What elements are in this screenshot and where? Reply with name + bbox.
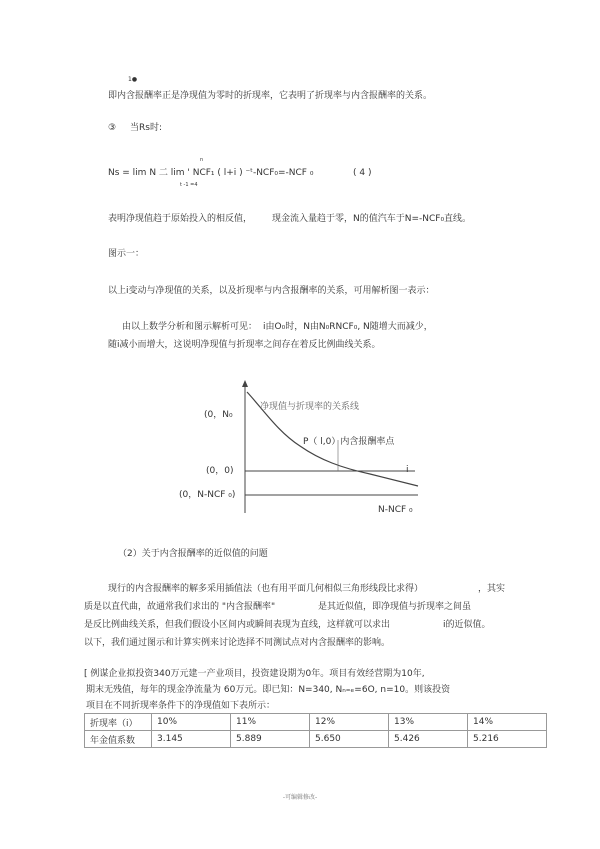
curve-label: 净现值与折现率的关系线: [260, 402, 360, 412]
table-cell: 14%: [468, 714, 547, 731]
formula-equation-number: ( 4 ): [353, 168, 372, 178]
figure-title: 图示一：: [108, 249, 145, 259]
table-cell: 5.650: [310, 731, 389, 748]
table-cell: 13%: [389, 714, 468, 731]
formula-subscript-right: t -1 =4: [180, 182, 198, 188]
formula-subscript-left: ⠀: [147, 182, 151, 188]
section-heading: （2）关于内含报酬率的近似值的问题: [118, 549, 268, 559]
case-heading: 当Rs时:: [130, 123, 162, 133]
para-line-1b: ，其实: [478, 584, 506, 594]
line-explanation-a: 表明净现值趋于原始投入的相反值，: [108, 214, 253, 224]
y-label-n0: (0，N₀: [204, 410, 233, 420]
para-line-3a: 是反比例曲线关系，但我们假设小区间内或瞬间表现为直线，这样就可以求出: [84, 620, 391, 630]
para-line-3b: i的近似值。: [443, 620, 491, 630]
npv-discount-rate-graph: [170, 378, 430, 518]
para-line-1a: 现行的内含报酬率的解多采用插值法（也有用平面几何相似三角形线段比求得）: [108, 584, 424, 594]
table-cell: 5.216: [468, 731, 547, 748]
x-axis-label: i: [406, 465, 409, 475]
asymptote-label: N-NCF ₀: [378, 505, 413, 515]
example-line-3: 项目在不同折现率条件下的净现值如下表所示：: [86, 701, 276, 711]
line-irr-definition: 即内含报酬率正是净现值为零时的折现率，它表明了折现率与内含报酬率的关系。: [108, 91, 433, 101]
table-cell: 11%: [231, 714, 310, 731]
y-label-origin: (0，0): [206, 466, 234, 476]
line-analysis-a: 由以上数学分析和图示解析可见：: [122, 322, 258, 332]
para-line-4: 以下，我们通过图示和计算实例来讨论选择不同测试点对内含报酬率的影响。: [84, 638, 391, 648]
formula-superscript: n: [200, 157, 204, 163]
table-row-label: 年金值系数: [85, 731, 152, 748]
line-analysis-c: 随i减小而增大，这说明净现值与折现率之间存在着反比例曲线关系。: [108, 340, 381, 350]
y-label-negative: (0，N-NCF ₀): [179, 490, 236, 500]
table-row: [85, 731, 547, 748]
para-line-2a: 质是以直代曲，故通常我们求出的 "内含报酬率": [84, 602, 276, 612]
example-line-2: 期末无残值，每年的现金净流量为 60万元。即已知：N=340, Nₙ₌ₑ=6O, n=10。则该投资: [86, 685, 451, 695]
table-row-label: 折现率（i）: [85, 714, 152, 731]
table-cell: 5.426: [389, 731, 468, 748]
line-analysis-b: i由O₀时，N由N₀RNCF₀, N随增大而减少，: [263, 322, 433, 332]
page-marker: 1●: [128, 76, 138, 83]
para-line-2b: 是其近似值，即净现值与折现率之间虽: [318, 602, 472, 612]
formula-main: Ns = lim N 二 lim ' NCF₁ ( l+i ) ⁻ᵗ-NCF₀=-NCF ₀: [108, 168, 314, 178]
y-axis-arrow: [242, 380, 248, 387]
table-cell: 5.889: [231, 731, 310, 748]
irr-point-label: P（ l,0）内含报酬率点: [303, 437, 395, 447]
table-cell: 12%: [310, 714, 389, 731]
example-line-1: [ 例谋企业拟投资340万元建一产业项目，投资建设期为0年。项目有效经营期为10年,: [84, 669, 425, 679]
npv-rate-table: [84, 713, 547, 748]
line-figure-intro: 以上i变动与净现值的关系，以及折现率与内含报酬率的关系，可用解析图一表示：: [108, 286, 435, 296]
table-cell: 3.145: [152, 731, 231, 748]
table-row: [85, 714, 547, 731]
table-cell: 10%: [152, 714, 231, 731]
page-footer: -可编辑修改-: [282, 794, 318, 801]
line-explanation-b: 现金流入量趋于零，N的值汽车于N=-NCF₀直线。: [272, 214, 472, 224]
case-number: ③: [108, 123, 117, 133]
